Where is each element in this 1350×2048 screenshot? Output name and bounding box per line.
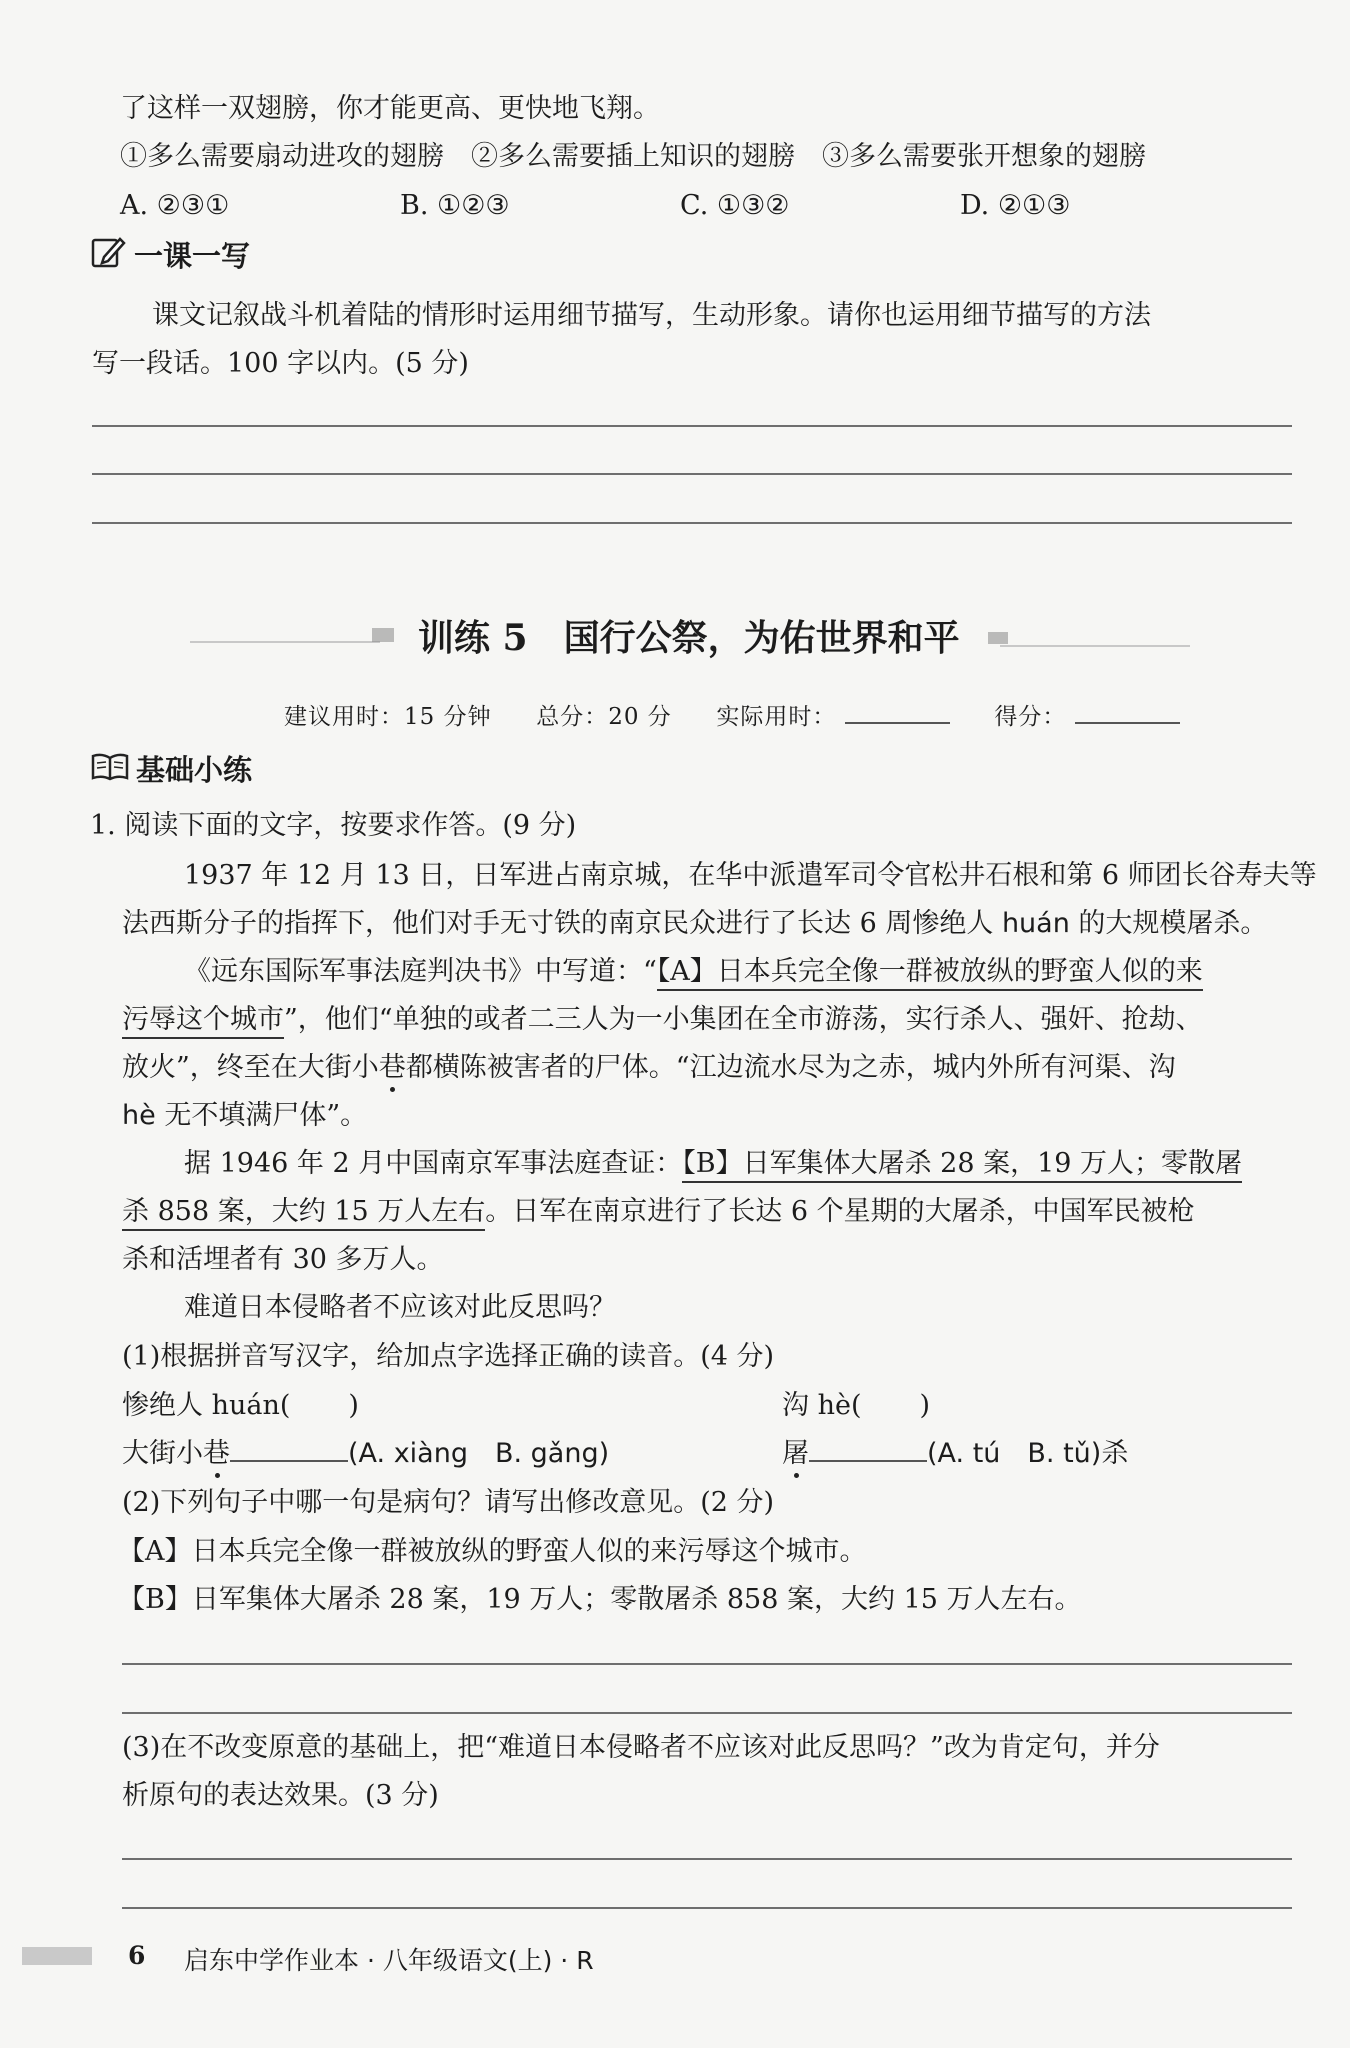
book-title: 启东中学作业本 · 八年级语文(上) · R <box>184 1946 594 1975</box>
option-d[interactable]: D. ②①③ <box>960 190 1071 221</box>
passage-p3-line1: 据 1946 年 2 月中国南京军事法庭查证：【B】日军集体大屠杀 28 案，19 万人；零散屠 <box>184 1150 1242 1177</box>
answer-blank[interactable] <box>230 1460 348 1462</box>
dotted-char-xiang: 巷 <box>378 1052 406 1083</box>
passage-p2-line1: 《远东国际军事法庭判决书》中写道：“【A】日本兵完全像一群被放纵的野蛮人似的来 <box>184 958 1203 985</box>
pencil-paper-icon <box>90 235 126 273</box>
open-book-icon <box>90 751 130 785</box>
answer-line[interactable] <box>92 522 1292 524</box>
underlined-sentence-a: 【A】日本兵完全像一群被放纵的野蛮人似的来 <box>657 956 1203 991</box>
answer-line[interactable] <box>122 1712 1292 1714</box>
option-b[interactable]: B. ①②③ <box>400 190 510 221</box>
passage-p2-line4: hè 无不填满尸体”。 <box>122 1100 368 1131</box>
underlined-sentence-a-cont: 污辱这个城市 <box>122 1004 284 1039</box>
total-score: 总分：20 分 <box>536 704 672 730</box>
writing-prompt-line2: 写一段话。100 字以内。(5 分) <box>92 348 469 379</box>
sub2-sentence-b: 【B】日军集体大屠杀 28 案，19 万人；零散屠杀 858 案，大约 15 万人左右。 <box>118 1584 1082 1615</box>
answer-sentences: ①多么需要扇动进攻的翅膀 ②多么需要插上知识的翅膀 ③多么需要张开想象的翅膀 <box>120 141 1146 172</box>
question-1-stem: 1. 阅读下面的文字，按要求作答。(9 分) <box>90 810 577 841</box>
underlined-sentence-b: 【B】日军集体大屠杀 28 案，19 万人；零散屠 <box>682 1148 1242 1183</box>
sub-question-3-line2: 析原句的表达效果。(3 分) <box>122 1780 439 1811</box>
score-label: 得分： <box>994 704 1067 730</box>
section-heading-basic <box>90 750 252 786</box>
underlined-sentence-b-cont: 杀 858 案，大约 15 万人左右 <box>122 1196 485 1231</box>
footer-bar <box>22 1947 92 1965</box>
answer-line[interactable] <box>122 1663 1292 1665</box>
answer-line[interactable] <box>122 1858 1292 1860</box>
sub1-item-xiang: 大街小巷 (A. xiàng B. gǎng) <box>122 1438 610 1469</box>
passage-p4: 难道日本侵略者不应该对此反思吗？ <box>184 1292 616 1323</box>
writing-prompt-line1: 课文记叙战斗机着陆的情形时运用细节描写，生动形象。请你也运用细节描写的方法 <box>152 300 1151 331</box>
sub-question-3-line1: (3)在不改变原意的基础上，把“难道日本侵略者不应该对此反思吗？”改为肯定句，并分 <box>122 1732 1160 1763</box>
sub-question-2: (2)下列句子中哪一句是病句？请写出修改意见。(2 分) <box>122 1487 775 1518</box>
section-heading-label: 基础小练 <box>136 752 253 787</box>
sub1-item-huan: 惨绝人 huán( ) <box>122 1390 359 1421</box>
sub2-sentence-a: 【A】日本兵完全像一群被放纵的野蛮人似的来污辱这个城市。 <box>118 1536 867 1567</box>
section-heading-yike <box>90 236 250 272</box>
option-a[interactable]: A. ②③① <box>120 190 230 221</box>
answer-blank[interactable] <box>809 1460 927 1462</box>
answer-line[interactable] <box>92 473 1292 475</box>
brush-mark-right <box>988 632 1008 644</box>
score-blank[interactable] <box>1075 722 1180 724</box>
sub-question-1: (1)根据拼音写汉字，给加点字选择正确的读音。(4 分) <box>122 1341 775 1372</box>
brush-mark-left <box>372 628 394 642</box>
title-divider-right <box>1000 645 1190 647</box>
pinyin-he: hè <box>122 1100 156 1131</box>
passage-p1-line1: 1937 年 12 月 13 日，日军进占南京城，在华中派遣军司令官松井石根和第 6 师团长谷寿夫等 <box>184 860 1317 891</box>
passage-p2-line2: 污辱这个城市”，他们“单独的或者二三人为一小集团在全市游荡，实行杀人、强奸、抢劫、 <box>122 1006 1203 1033</box>
passage-p2-line3: 放火”，终至在大街小巷都横陈被害者的尸体。“江边流水尽为之赤，城内外所有河渠、沟 <box>122 1052 1176 1083</box>
answer-line[interactable] <box>92 425 1292 427</box>
actual-time-blank[interactable] <box>845 722 950 724</box>
sub1-item-he: 沟 hè( ) <box>782 1390 931 1421</box>
pinyin-huan: huán <box>1001 908 1070 939</box>
question-text-continued: 了这样一双翅膀，你才能更高、更快地飞翔。 <box>120 93 660 124</box>
suggested-time: 建议用时：15 分钟 <box>284 704 492 730</box>
actual-time-label: 实际用时： <box>716 704 837 730</box>
page-number: 6 <box>128 1941 146 1970</box>
title-divider-left <box>190 641 380 643</box>
answer-line[interactable] <box>122 1907 1292 1909</box>
dotted-char-xiang: 巷 <box>203 1438 230 1469</box>
passage-p1-line2: 法西斯分子的指挥下，他们对手无寸铁的南京民众进行了长达 6 周惨绝人 huán 的大规模屠杀。 <box>122 908 1268 939</box>
section-heading-label: 一课一写 <box>134 238 251 273</box>
sub1-item-tu: 屠 (A. tú B. tǔ)杀 <box>782 1438 1129 1469</box>
option-c[interactable]: C. ①③② <box>680 190 790 221</box>
lesson-title: 训练 5 国行公祭，为佑世界和平 <box>418 617 960 659</box>
meta-row <box>284 698 1180 731</box>
passage-p3-line2: 杀 858 案，大约 15 万人左右。日军在南京进行了长达 6 个星期的大屠杀，中国军民被枪 <box>122 1198 1195 1225</box>
dotted-char-tu: 屠 <box>782 1438 809 1469</box>
passage-p3-line3: 杀和活埋者有 30 多万人。 <box>122 1244 444 1275</box>
